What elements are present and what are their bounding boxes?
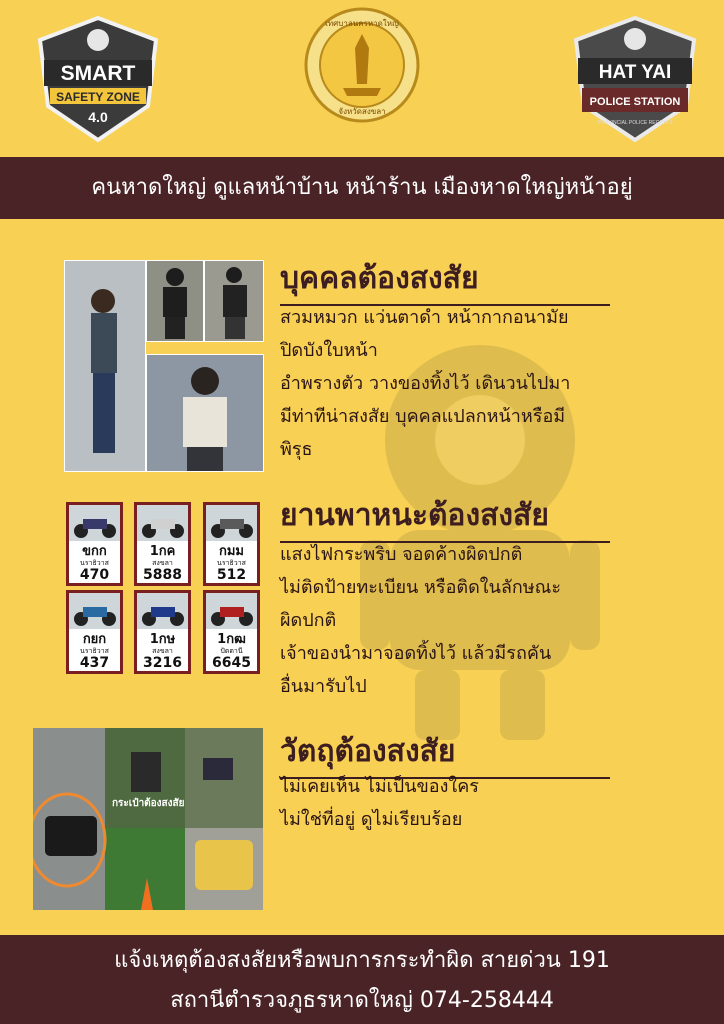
logo-right-line2: POLICE STATION (589, 96, 681, 108)
plate-number: 5888 (143, 567, 182, 583)
section-line: เจ้าของนำมาจอดทิ้งไว้ แล้วมีรถคัน (280, 643, 552, 664)
motorcycle-photo (206, 593, 257, 629)
plate-number: 437 (79, 655, 110, 671)
section-line: ไม่เคยเห็น ไม่เป็นของใคร (280, 776, 479, 797)
plate-chars: 1กค (149, 544, 176, 559)
object-photo-caption: กระเป๋าต้องสงสัย (112, 798, 185, 809)
suspect-photo-4 (146, 354, 264, 472)
seal-bottom-text: จังหวัดสงขลา (338, 107, 386, 116)
plate-card (66, 590, 123, 674)
plate-card (203, 590, 260, 674)
section-text-suspicious-vehicle (280, 538, 561, 703)
logo-right-line1: HAT YAI (598, 62, 672, 83)
section-line: ปิดบังใบหน้า (280, 340, 378, 361)
plate-province: นราธิวาส (80, 559, 109, 567)
plate-number: 3216 (143, 655, 182, 671)
motorcycle-photo (69, 505, 120, 541)
suspect-photo-1 (64, 260, 146, 472)
plate-card (203, 502, 260, 586)
plate-chars: 1กฒ (217, 632, 246, 647)
section-line: แสงไฟกระพริบ จอดค้างผิดปกติ (280, 544, 523, 565)
section-line: มีท่าทีน่าสงสัย บุคคลแปลกหน้าหรือมี (280, 406, 566, 427)
motorcycle-photo (137, 593, 188, 629)
plate-number: 512 (216, 567, 247, 583)
hatyai-municipality-seal (303, 6, 421, 124)
motorcycle-photo (137, 505, 188, 541)
plate-province: สงขลา (152, 647, 173, 655)
motorcycle-photo (69, 593, 120, 629)
plate-chars: กยก (82, 632, 107, 647)
section-title-suspicious-person: บุคคลต้องสงสัย (280, 255, 610, 306)
plate-province: สงขลา (152, 559, 173, 567)
plate-card (134, 502, 191, 586)
section-text-suspicious-person (280, 301, 570, 466)
bottom-banner (0, 935, 724, 1024)
hatyai-police-station-logo (570, 14, 700, 144)
suspicious-object-photos (33, 728, 263, 910)
suspect-photo-2 (146, 260, 204, 342)
section-title-suspicious-object: วัตถุต้องสงสัย (280, 728, 610, 779)
smart-safety-zone-logo (34, 14, 162, 144)
plate-province: นราธิวาส (217, 559, 246, 567)
plate-card (66, 502, 123, 586)
section-title-suspicious-vehicle: ยานพาหนะต้องสงสัย (280, 492, 610, 543)
hotline-text: แจ้งเหตุต้องสงสัยหรือพบการกระทำผิด สายด่วน 191 (114, 948, 610, 973)
section-line: อื่นมารับไป (280, 676, 367, 697)
section-line: ไม่ติดป้ายทะเบียน หรือติดในลักษณะ (280, 577, 562, 598)
section-line: ผิดปกติ (280, 610, 337, 631)
section-line: สวมหมวก แว่นตาดำ หน้ากากอนามัย (280, 307, 569, 328)
plate-number: 6645 (212, 655, 251, 671)
plate-chars: 1กษ (149, 632, 176, 647)
logo-right-line3: PROVINCIAL POLICE REGION 9 (597, 120, 673, 126)
logo-left-line3: 4.0 (88, 109, 108, 125)
plate-chars: ขกก (82, 544, 107, 559)
logo-left-line1: SMART (60, 62, 136, 85)
plate-province: ปัตตานี (220, 647, 243, 655)
station-phone-text: สถานีตำรวจภูธรหาดใหญ่ 074-258444 (170, 988, 554, 1013)
section-text-suspicious-object (280, 770, 479, 836)
plate-province: นราธิวาส (80, 647, 109, 655)
section-line: อำพรางตัว วางของทิ้งไว้ เดินวนไปมา (280, 373, 571, 394)
top-banner: คนหาดใหญ่ ดูแลหน้าบ้าน หน้าร้าน เมืองหาดใหญ่หน้าอยู่ (0, 157, 724, 219)
section-line: พิรุธ (280, 439, 313, 460)
suspect-photo-3 (204, 260, 264, 342)
motorcycle-photo (206, 505, 257, 541)
logo-left-line2: SAFETY ZONE (56, 90, 140, 104)
plate-number: 470 (79, 567, 110, 583)
section-line: ไม่ใช่ที่อยู่ ดูไม่เรียบร้อย (280, 809, 463, 830)
seal-top-text: เทศบาลนครหาดใหญ่ (325, 19, 399, 28)
plate-chars: กมม (218, 544, 244, 559)
plate-card (134, 590, 191, 674)
